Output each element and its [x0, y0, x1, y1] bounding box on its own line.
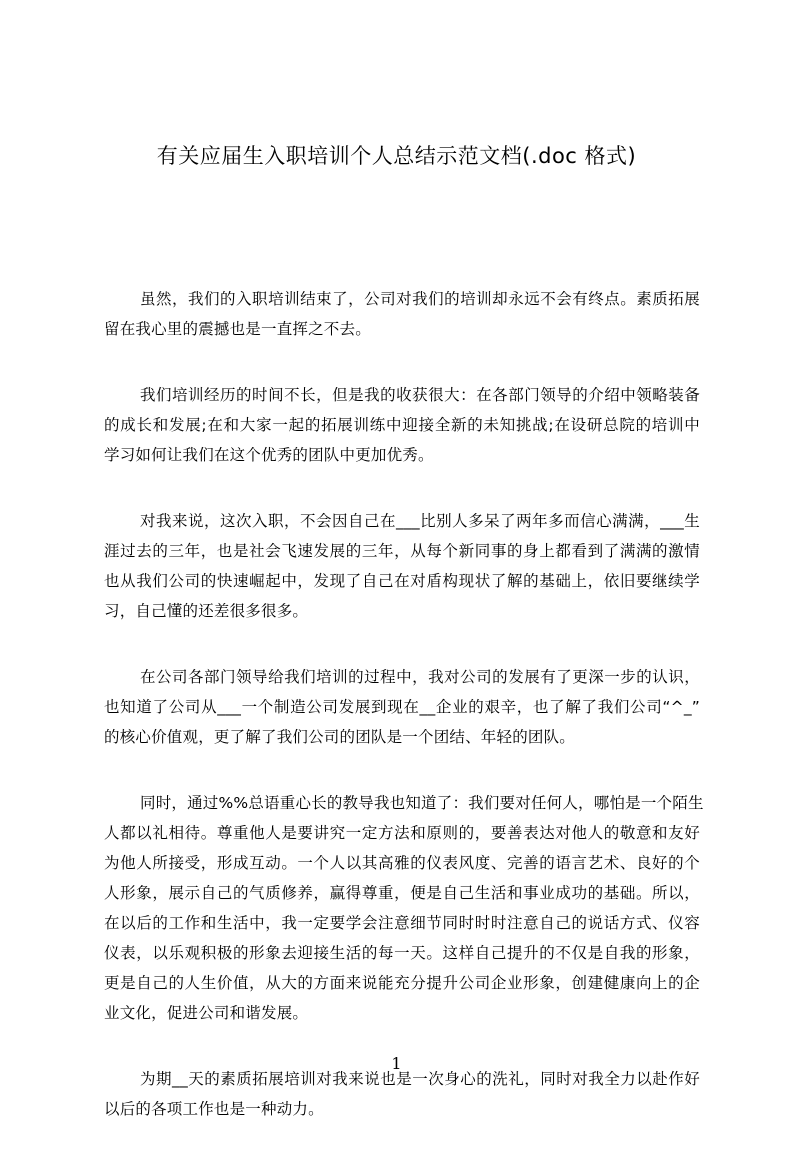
paragraph-line: 仪表，以乐观积极的形象去迎接生活的每一天。这样自己提升的不仅是自我的形象，: [104, 944, 700, 962]
paragraph-line: 的核心价值观，更了解了我们公司的团队是一个团结、年轻的团队。: [104, 728, 576, 746]
paragraph-line: 在以后的工作和生活中，我一定要学会注意细节同时时时注意自己的说话方式、仪容: [104, 914, 700, 932]
paragraph-line: 同时，通过%%总语重心长的教导我也知道了：我们要对任何人，哪怕是一个陌生: [140, 794, 704, 812]
paragraph-line: 为他人所接受，形成互动。一个人以其高雅的仪表风度、完善的语言艺术、良好的个: [104, 854, 700, 872]
paragraph-1: [104, 284, 700, 344]
paragraph-4: [104, 662, 700, 752]
paragraph-line: 习，自己懂的还差很多很多。: [104, 602, 309, 620]
paragraph-line: 也从我们公司的快速崛起中，发现了自己在对盾构现状了解的基础上，依旧要继续学: [104, 572, 700, 590]
paragraph-line: 虽然，我们的入职培训结束了，公司对我们的培训却永远不会有终点。素质拓展: [140, 290, 700, 308]
paragraph-line: 在公司各部门领导给我们培训的过程中，我对公司的发展有了更深一步的认识，: [140, 668, 700, 686]
paragraph-line: 业文化，促进公司和谐发展。: [104, 1004, 309, 1022]
paragraph-line: 为期__天的素质拓展培训对我来说也是一次身心的洗礼，同时对我全力以赴作好: [140, 1070, 700, 1088]
paragraph-line: 涯过去的三年，也是社会飞速发展的三年，从每个新同事的身上都看到了满满的激情: [104, 542, 700, 560]
paragraph-line: 的成长和发展;在和大家一起的拓展训练中迎接全新的未知挑战;在设研总院的培训中: [104, 416, 700, 434]
paragraph-line: 人都以礼相待。尊重他人是要讲究一定方法和原则的，要善表达对他人的敬意和友好: [104, 824, 700, 842]
paragraph-line: 学习如何让我们在这个优秀的团队中更加优秀。: [104, 446, 434, 464]
page-number: 1: [391, 1054, 402, 1073]
document-title: 有关应届生入职培训个人总结示范文档(.doc 格式): [156, 144, 637, 168]
paragraph-line: 我们培训经历的时间不长，但是我的收获很大：在各部门领导的介绍中领略装备: [140, 386, 700, 404]
paragraph-line: 人形象，展示自己的气质修养，赢得尊重，便是自己生活和事业成功的基础。所以，: [104, 884, 700, 902]
paragraph-line: 对我来说，这次入职，不会因自己在___比别人多呆了两年多而信心满满，___生: [140, 512, 700, 530]
document-body: [104, 284, 704, 1160]
paragraph-3: [104, 506, 700, 626]
paragraph-line: 也知道了公司从___一个制造公司发展到现在__企业的艰辛，也了解了我们公司“^_”: [104, 698, 700, 716]
paragraph-line: 以后的各项工作也是一种动力。: [104, 1100, 324, 1118]
paragraph-5: [104, 788, 704, 1028]
paragraph-2: [104, 380, 700, 470]
paragraph-line: 更是自己的人生价值，从大的方面来说能充分提升公司企业形象，创建健康向上的企: [104, 974, 700, 992]
paragraph-line: 留在我心里的震撼也是一直挥之不去。: [104, 320, 371, 338]
